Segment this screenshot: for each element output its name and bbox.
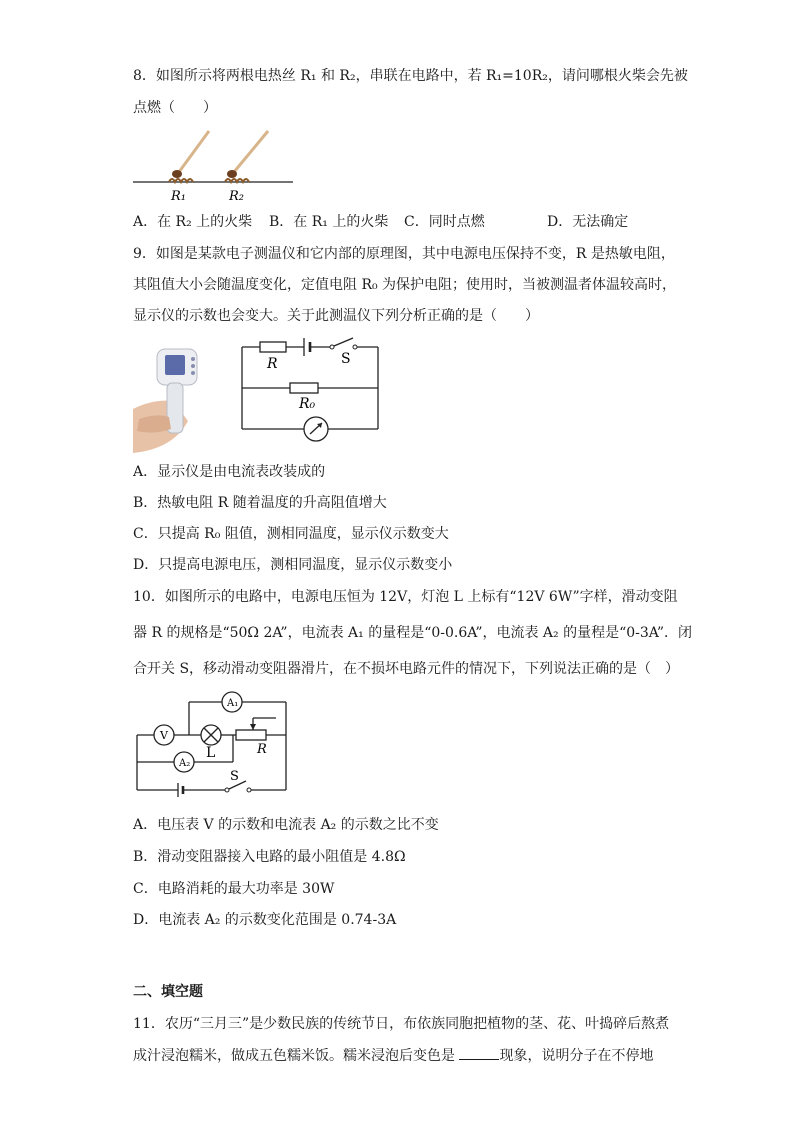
q9-resistor-r0	[290, 383, 318, 393]
thermometer-photo	[133, 339, 203, 453]
q8-stem-line1: 8．如图所示将两根电热丝 R₁ 和 R₂，串联在电路中，若 R₁=10R₂，请问哪根火柴会先被	[133, 68, 688, 84]
q10-option-d[interactable]: D．电流表 A₂ 的示数变化范围是 0.74-3A	[133, 912, 397, 928]
q10-option-b[interactable]: B．滑动变阻器接入电路的最小阻值是 4.8Ω	[133, 849, 406, 865]
q10-rheostat	[236, 730, 266, 740]
q10-label-v: V	[160, 729, 168, 742]
q11-stem-line2-post: 现象，说明分子在不停地	[499, 1048, 654, 1064]
q9-resistor-r	[260, 342, 286, 352]
q9-stem-line1: 9．如图是某款电子测温仪和它内部的原理图，其中电源电压保持不变，R 是热敏电阻，	[133, 246, 675, 262]
q8-option-c[interactable]: C．同时点燃	[404, 214, 485, 230]
q11-stem-line1: 11．农历“三月三”是少数民族的传统节日，布依族同胞把植物的茎、花、叶捣碎后熬煮	[133, 1016, 670, 1032]
q10-option-a[interactable]: A．电压表 V 的示数和电流表 A₂ 的示数之比不变	[133, 817, 439, 833]
q10-stem-line2: 器 R 的规格是“50Ω 2A”，电流表 A₁ 的量程是“0-0.6A”，电流表 A₂ 的量程是“0-3A”．闭	[133, 625, 693, 641]
q11-answer-blank[interactable]	[459, 1045, 499, 1060]
q8-option-a[interactable]: A．在 R₂ 上的火柴	[133, 214, 253, 230]
q9-option-d[interactable]: D．只提高电源电压，测相同温度，显示仪示数变小	[133, 557, 453, 573]
q8-stem-line2: 点燃（ ）	[133, 100, 217, 116]
q9-option-c[interactable]: C．只提高 R₀ 阻值，测相同温度，显示仪示数变大	[133, 526, 449, 542]
q11-stem-line2	[133, 1045, 653, 1066]
q11-stem-line2-pre: 成汁浸泡糯米，做成五色糯米饭。糯米浸泡后变色是	[133, 1048, 460, 1064]
q9-circuit-diagram	[238, 334, 383, 434]
q10-circuit-diagram	[133, 690, 293, 802]
q8-option-d[interactable]: D．无法确定	[547, 214, 629, 230]
q10-label-s: S	[230, 769, 239, 784]
q10-label-a1: A₁	[227, 698, 239, 709]
q9-option-a[interactable]: A．显示仪是由电流表改装成的	[133, 464, 326, 480]
q10-option-c[interactable]: C．电路消耗的最大功率是 30W	[133, 881, 335, 897]
q10-label-l: L	[206, 745, 216, 761]
q9-option-b[interactable]: B．热敏电阻 R 随着温度的升高阻值增大	[133, 495, 387, 511]
q8-option-b[interactable]: B．在 R₁ 上的火柴	[269, 214, 389, 230]
q10-label-r: R	[257, 742, 267, 757]
q8-label-r2: R₂	[229, 189, 244, 204]
q10-stem-line3: 合开关 S，移动滑动变阻器滑片，在不损坏电路元件的情况下，下列说法正确的是（ ）	[133, 661, 680, 677]
q9-label-s: S	[341, 351, 351, 367]
q9-stem-line3: 显示仪的示数也会变大。关于此测温仪下列分析正确的是（ ）	[133, 308, 539, 324]
q10-label-a2: A₂	[179, 758, 191, 769]
q9-label-r0: R₀	[299, 396, 316, 412]
q8-heating-wire-figure	[133, 126, 303, 210]
q9-stem-line2: 其阻值大小会随温度变化，定值电阻 R₀ 为保护电阻；使用时，当被测温者体温较高时，	[133, 277, 677, 293]
q10-stem-line1: 10．如图所示的电路中，电源电压恒为 12V，灯泡 L 上标有“12V 6W”字样，滑动变阻	[133, 589, 678, 605]
q9-label-r: R	[267, 356, 278, 372]
q8-label-r1: R₁	[171, 189, 186, 204]
section-heading-fill-in: 二、填空题	[133, 984, 203, 1000]
